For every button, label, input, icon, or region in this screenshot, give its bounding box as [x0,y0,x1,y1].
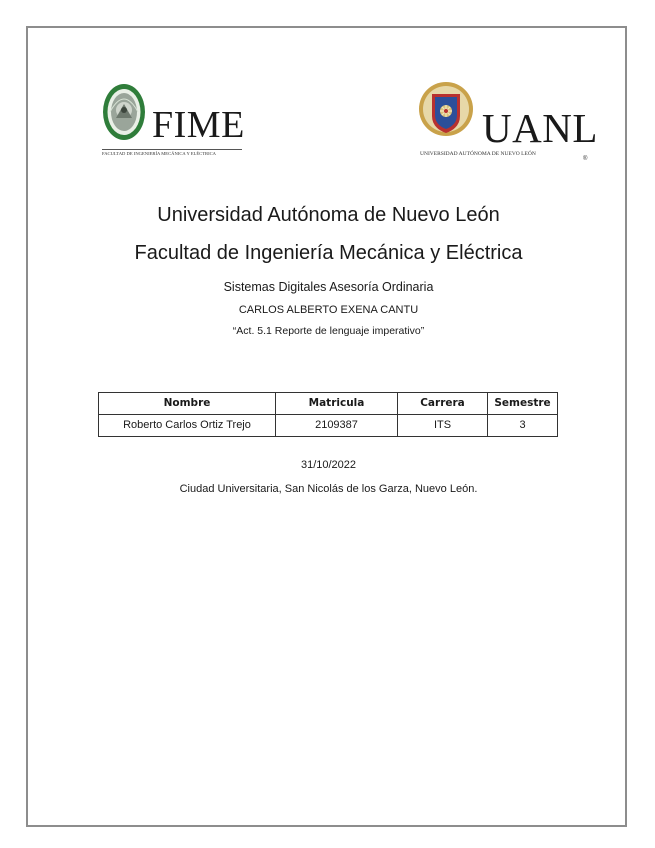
header-cell-matricula: Matricula [276,393,398,415]
uanl-logo [418,80,598,190]
document-date: 31/10/2022 [300,459,357,471]
teacher-name: CARLOS ALBERTO EXENA CANTU [238,304,419,316]
cell-carrera: ITS [398,415,488,437]
subject-line: Sistemas Digitales Asesoría Ordinaria [223,280,434,294]
document-place: Ciudad Universitaria, San Nicolás de los Garza, Nuevo León. [179,483,478,495]
header-cell-carrera: Carrera [398,393,488,415]
document-page [26,26,627,827]
university-title: Universidad Autónoma de Nuevo León [157,204,500,226]
uanl-caption: UNIVERSIDAD AUTÓNOMA DE NUEVO LEÓN [420,151,536,157]
student-table [98,392,558,437]
header-cell-semestre: Semestre [488,393,558,415]
fime-seal-icon [102,82,146,142]
cell-semestre: 3 [488,415,558,437]
faculty-title: Facultad de Ingeniería Mecánica y Eléctrica [134,242,523,264]
table-header-row [99,393,558,415]
uanl-registered-mark: ® [583,156,588,162]
cell-nombre: Roberto Carlos Ortiz Trejo [99,415,276,437]
fime-logo [102,82,245,182]
fime-caption: FACULTAD DE INGENIERÍA MECÁNICA Y ELÉCTRICA [102,149,242,156]
activity-title: “Act. 5.1 Reporte de lenguaje imperativo” [232,325,425,337]
uanl-wordmark: UANL [482,105,598,151]
fime-wordmark: FIME [152,104,245,146]
header-cell-nombre: Nombre [99,393,276,415]
uanl-seal-icon [418,80,474,138]
table-row [99,415,558,437]
cell-matricula: 2109387 [276,415,398,437]
